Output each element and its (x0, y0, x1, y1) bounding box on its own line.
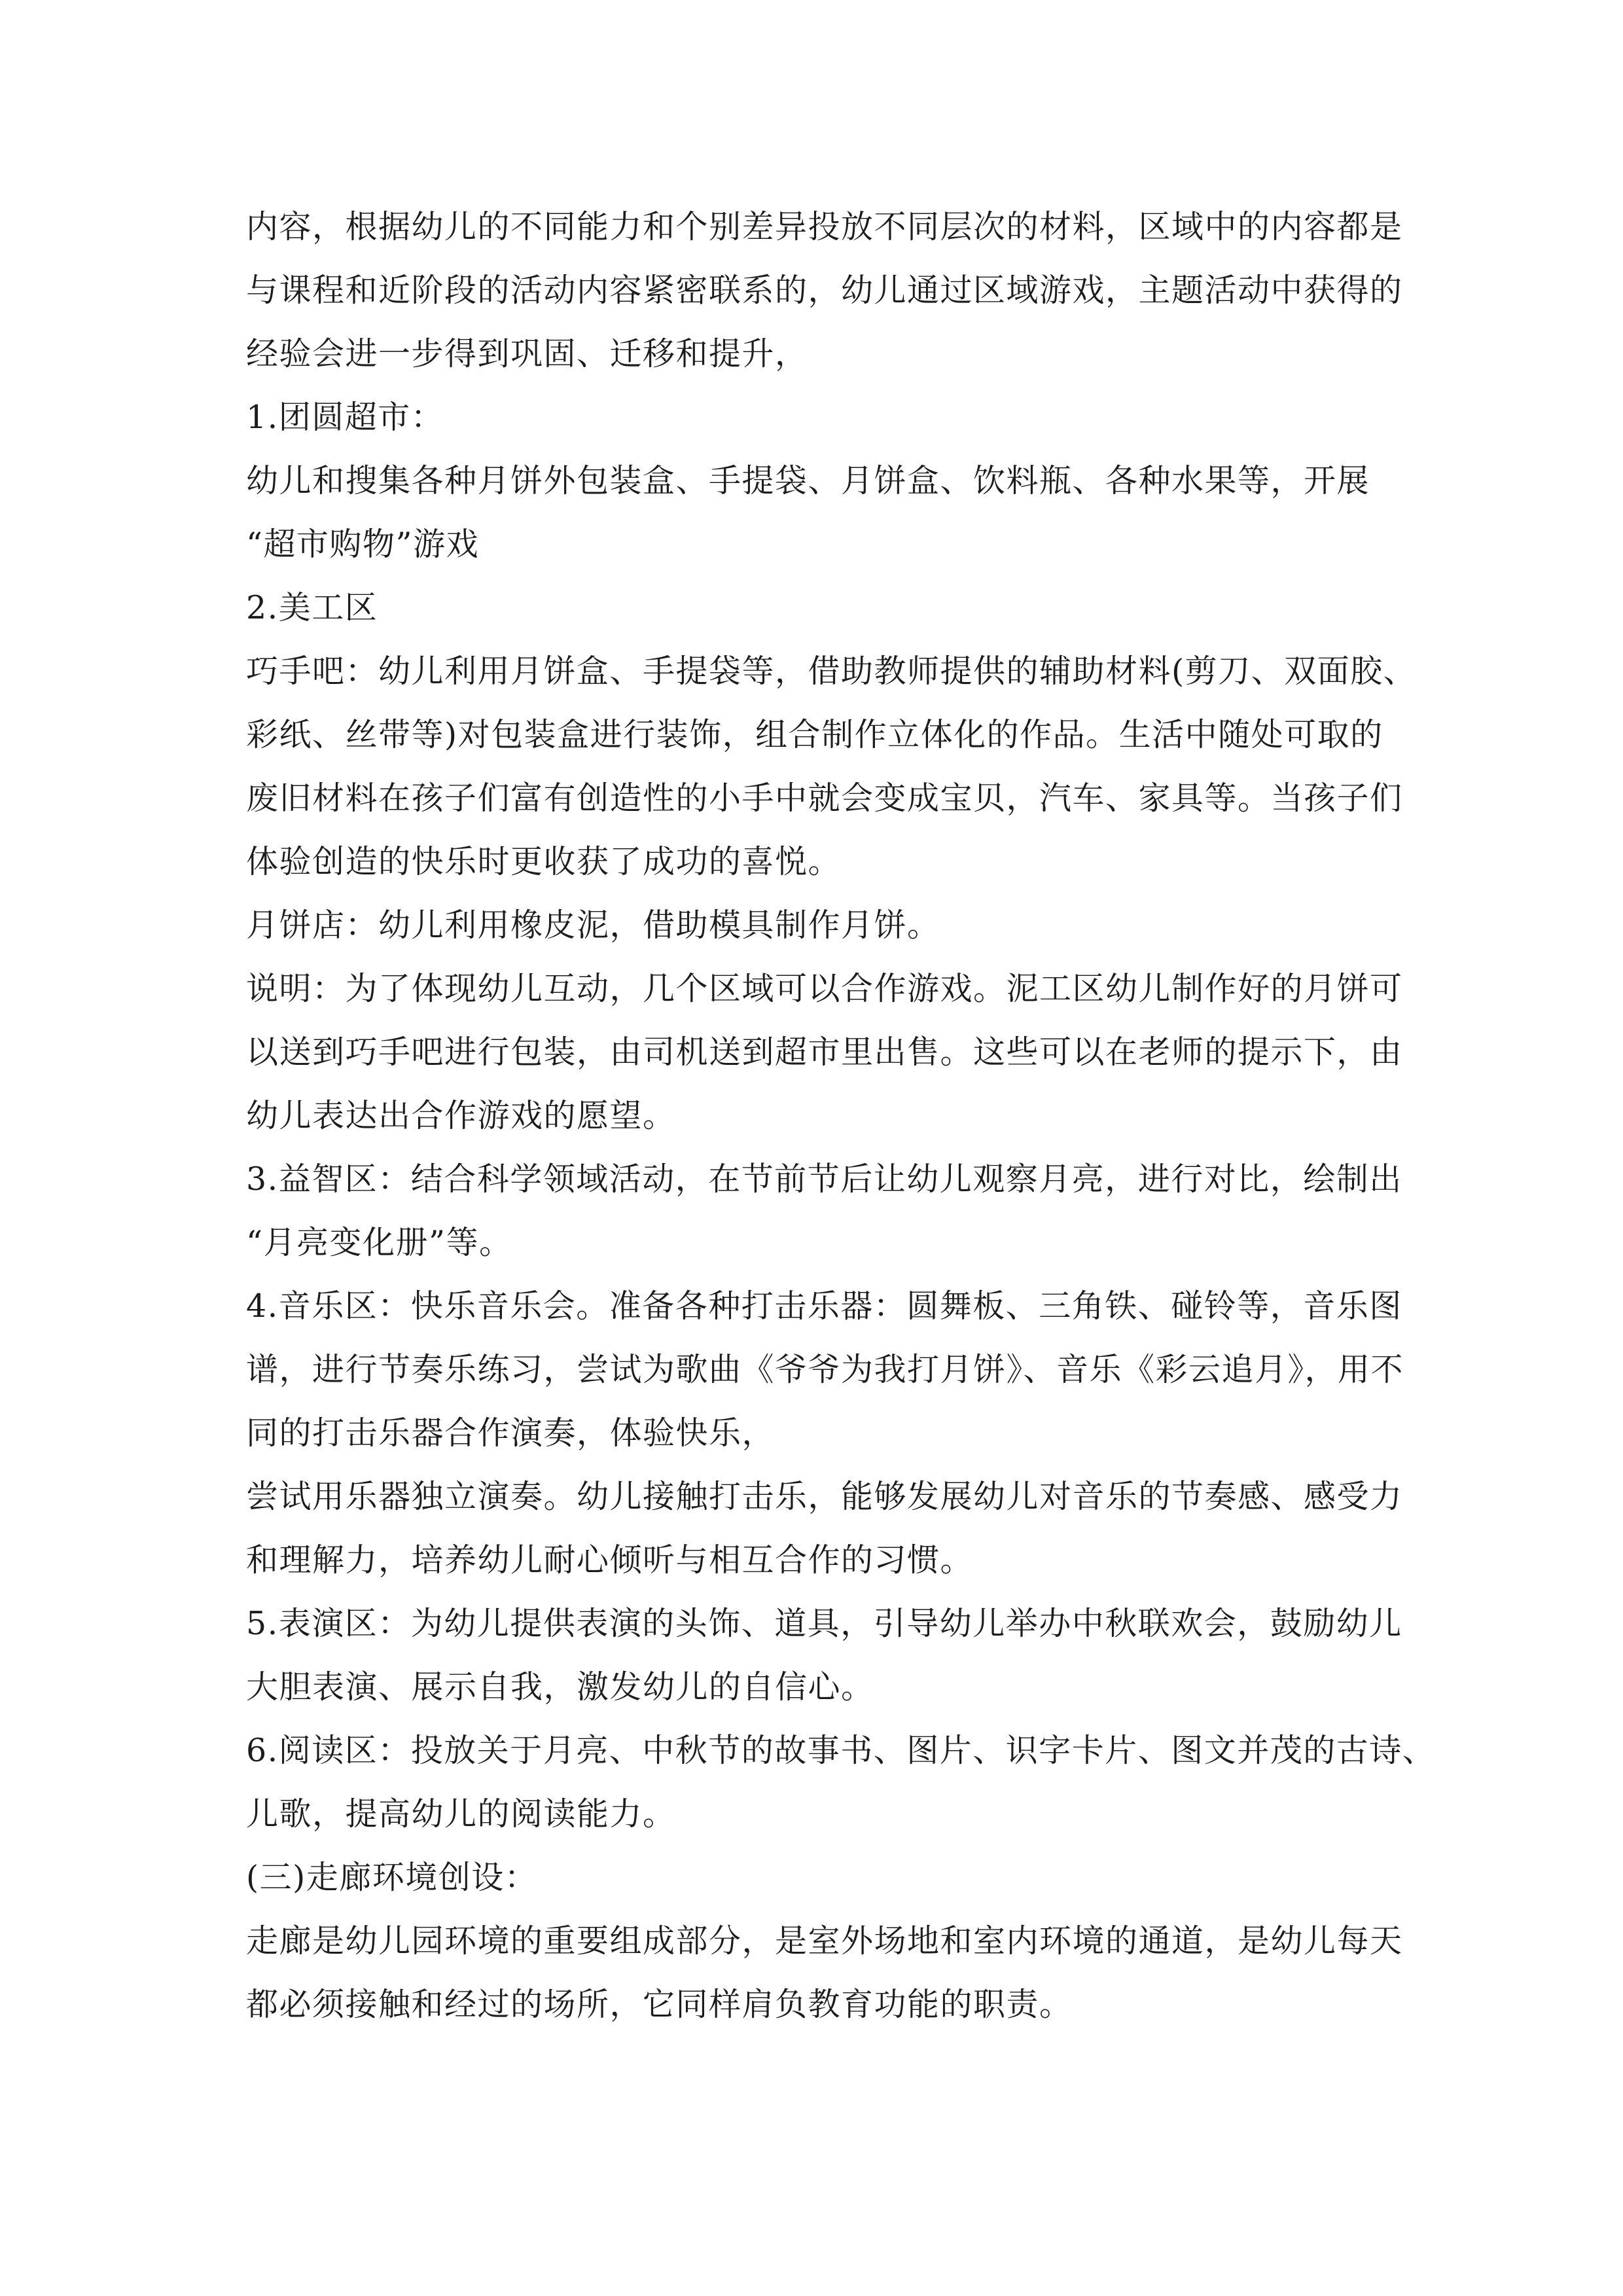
text-line: 幼儿和搜集各种月饼外包装盒、手提袋、月饼盒、饮料瓶、各种水果等，开展 (246, 462, 1370, 499)
text-line: 和理解力，培养幼儿耐心倾听与相互合作的习惯。 (246, 1541, 974, 1579)
text-line: 体验创造的快乐时更收获了成功的喜悦。 (246, 843, 842, 880)
text-line: 以送到巧手吧进行包装，由司机送到超市里出售。这些可以在老师的提示下，由 (246, 1033, 1403, 1071)
text-line: 彩纸、丝带等)对包装盒进行装饰，组合制作立体化的作品。生活中随处可取的 (246, 716, 1383, 753)
text-line: 幼儿表达出合作游戏的愿望。 (246, 1097, 676, 1134)
text-line: “月亮变化册”等。 (246, 1224, 512, 1261)
text-line: 经验会进一步得到巩固、迁移和提升， (246, 335, 808, 372)
text-line: “超市购物”游戏 (246, 526, 480, 563)
document-body (246, 195, 1436, 2036)
text-line: 内容，根据幼儿的不同能力和个别差异投放不同层次的材料，区域中的内容都是 (246, 208, 1403, 245)
text-line: 说明：为了体现幼儿互动，几个区域可以合作游戏。泥工区幼儿制作好的月饼可 (246, 970, 1403, 1007)
text-line: 大胆表演、展示自我，激发幼儿的自信心。 (246, 1668, 874, 1706)
text-line: 尝试用乐器独立演奏。幼儿接触打击乐，能够发展幼儿对音乐的节奏感、感受力 (246, 1478, 1403, 1515)
section-heading: (三)走廊环境创设： (246, 1859, 538, 1896)
text-line: 与课程和近阶段的活动内容紧密联系的，幼儿通过区域游戏，主题活动中获得的 (246, 272, 1403, 309)
text-line: 走廊是幼儿园环境的重要组成部分，是室外场地和室内环境的通道，是幼儿每天 (246, 1922, 1403, 1960)
text-line: 3.益智区：结合科学领域活动，在节前节后让幼儿观察月亮，进行对比，绘制出 (246, 1160, 1402, 1198)
text-line: 月饼店：幼儿利用橡皮泥，借助模具制作月饼。 (246, 906, 940, 944)
text-line: 巧手吧：幼儿利用月饼盒、手提袋等，借助教师提供的辅助材料(剪刀、双面胶、 (246, 653, 1417, 690)
text-line: 6.阅读区：投放关于月亮、中秋节的故事书、图片、识字卡片、图文并茂的古诗、 (246, 1732, 1436, 1769)
text-line: 儿歌，提高幼儿的阅读能力。 (246, 1795, 676, 1833)
text-line: 同的打击乐器合作演奏，体验快乐， (246, 1414, 776, 1452)
text-line: 废旧材料在孩子们富有创造性的小手中就会变成宝贝，汽车、家具等。当孩子们 (246, 780, 1403, 817)
section-heading: 2.美工区 (246, 589, 378, 626)
text-line: 5.表演区：为幼儿提供表演的头饰、道具，引导幼儿举办中秋联欢会，鼓励幼儿 (246, 1605, 1402, 1642)
section-heading: 1.团圆超市： (246, 399, 444, 436)
text-line: 都必须接触和经过的场所，它同样肩负教育功能的职责。 (246, 1986, 1073, 2023)
text-line: 谱，进行节奏乐练习，尝试为歌曲《爷爷为我打月饼》、音乐《彩云追月》，用不 (246, 1351, 1404, 1388)
text-line: 4.音乐区：快乐音乐会。准备各种打击乐器：圆舞板、三角铁、碰铃等，音乐图 (246, 1287, 1402, 1325)
